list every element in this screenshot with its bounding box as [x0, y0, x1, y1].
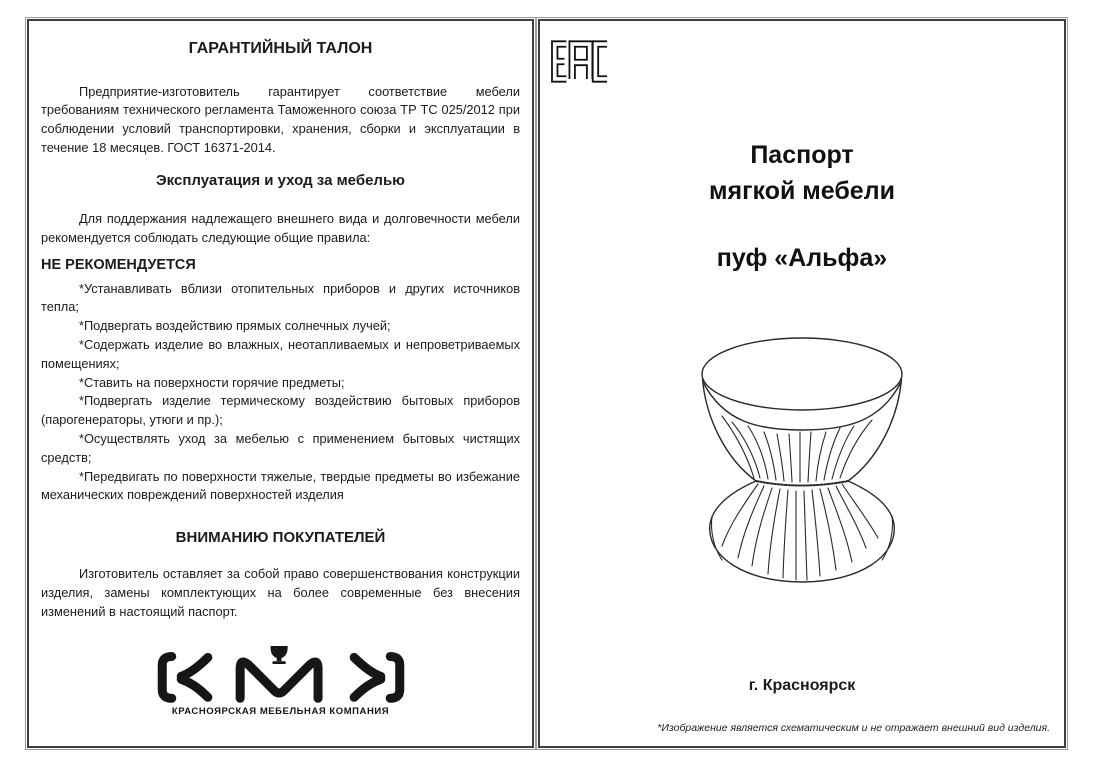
passport-page-content — [538, 19, 1066, 748]
warranty-intro: Предприятие-изготовитель гарантирует соответствие мебели требованиям технического регламента Таможенного союза ТР ТС 025/2012 при соблюдении условий транспортировки, хранения, сборки и эксплуатации в течение 18 месяцев. ГОСТ 16371-2014. — [41, 83, 520, 155]
pouf-illustration — [696, 334, 908, 586]
warranty-page — [25, 17, 536, 750]
not-recommended-item: *Ставить на поверхности горячие предметы; — [79, 374, 345, 390]
not-recommended-item: *Содержать изделие во влажных, неотапливаемых и непроветриваемых помещениях; — [41, 337, 520, 371]
kmk-logo — [41, 646, 520, 719]
city-label: г. Красноярск — [748, 677, 856, 694]
passport-title-line1: Паспорт — [750, 141, 854, 169]
warranty-page-content — [27, 19, 534, 748]
passport-title — [540, 21, 1064, 276]
passport-page — [536, 17, 1068, 750]
image-disclaimer-footnote: *Изображение является схематическим и не отражает внешний вид изделия. — [657, 722, 1050, 734]
not-recommended-item: *Устанавливать вблизи отопительных приборов и других источников тепла; — [41, 280, 520, 315]
care-intro: Для поддержания надлежащего внешнего вида и долговечности мебели рекомендуется соблюдать следующие общие правила: — [41, 210, 520, 245]
crown-icon — [270, 646, 287, 664]
not-recommended-item: *Подвергать изделие термическому воздействию бытовых приборов (парогенераторы, утюги и пр.); — [41, 393, 520, 428]
warranty-title: ГАРАНТИЙНЫЙ ТАЛОН — [188, 40, 373, 57]
kmk-logo-icon — [150, 646, 412, 703]
not-recommended-title: НЕ РЕКОМЕНДУЕТСЯ — [41, 257, 196, 274]
care-title: Эксплуатация и уход за мебелью — [156, 171, 405, 189]
not-recommended-item: *Осуществлять уход за мебелью с применением бытовых чистящих средств; — [41, 431, 520, 465]
not-recommended-item: *Подвергать воздействию прямых солнечных лучей; — [79, 318, 391, 334]
attention-text: Изготовитель оставляет за собой право совершенствования конструкции изделия, замены комплектующих на более современные без внесения изменений в настоящий паспорт. — [41, 566, 520, 619]
eac-mark-icon — [546, 37, 610, 86]
passport-title-line2: мягкой мебели — [709, 177, 895, 206]
product-name: пуф «Альфа» — [716, 243, 888, 272]
not-recommended-item: *Передвигать по поверхности тяжелые, твердые предметы во избежание механических повреждений поверхностей изделия — [41, 468, 520, 503]
kmk-logo-subtitle: КРАСНОЯРСКАЯ МЕБЕЛЬНАЯ КОМПАНИЯ — [171, 705, 390, 717]
attention-title: ВНИМАНИЮ ПОКУПАТЕЛЕЙ — [175, 529, 386, 547]
